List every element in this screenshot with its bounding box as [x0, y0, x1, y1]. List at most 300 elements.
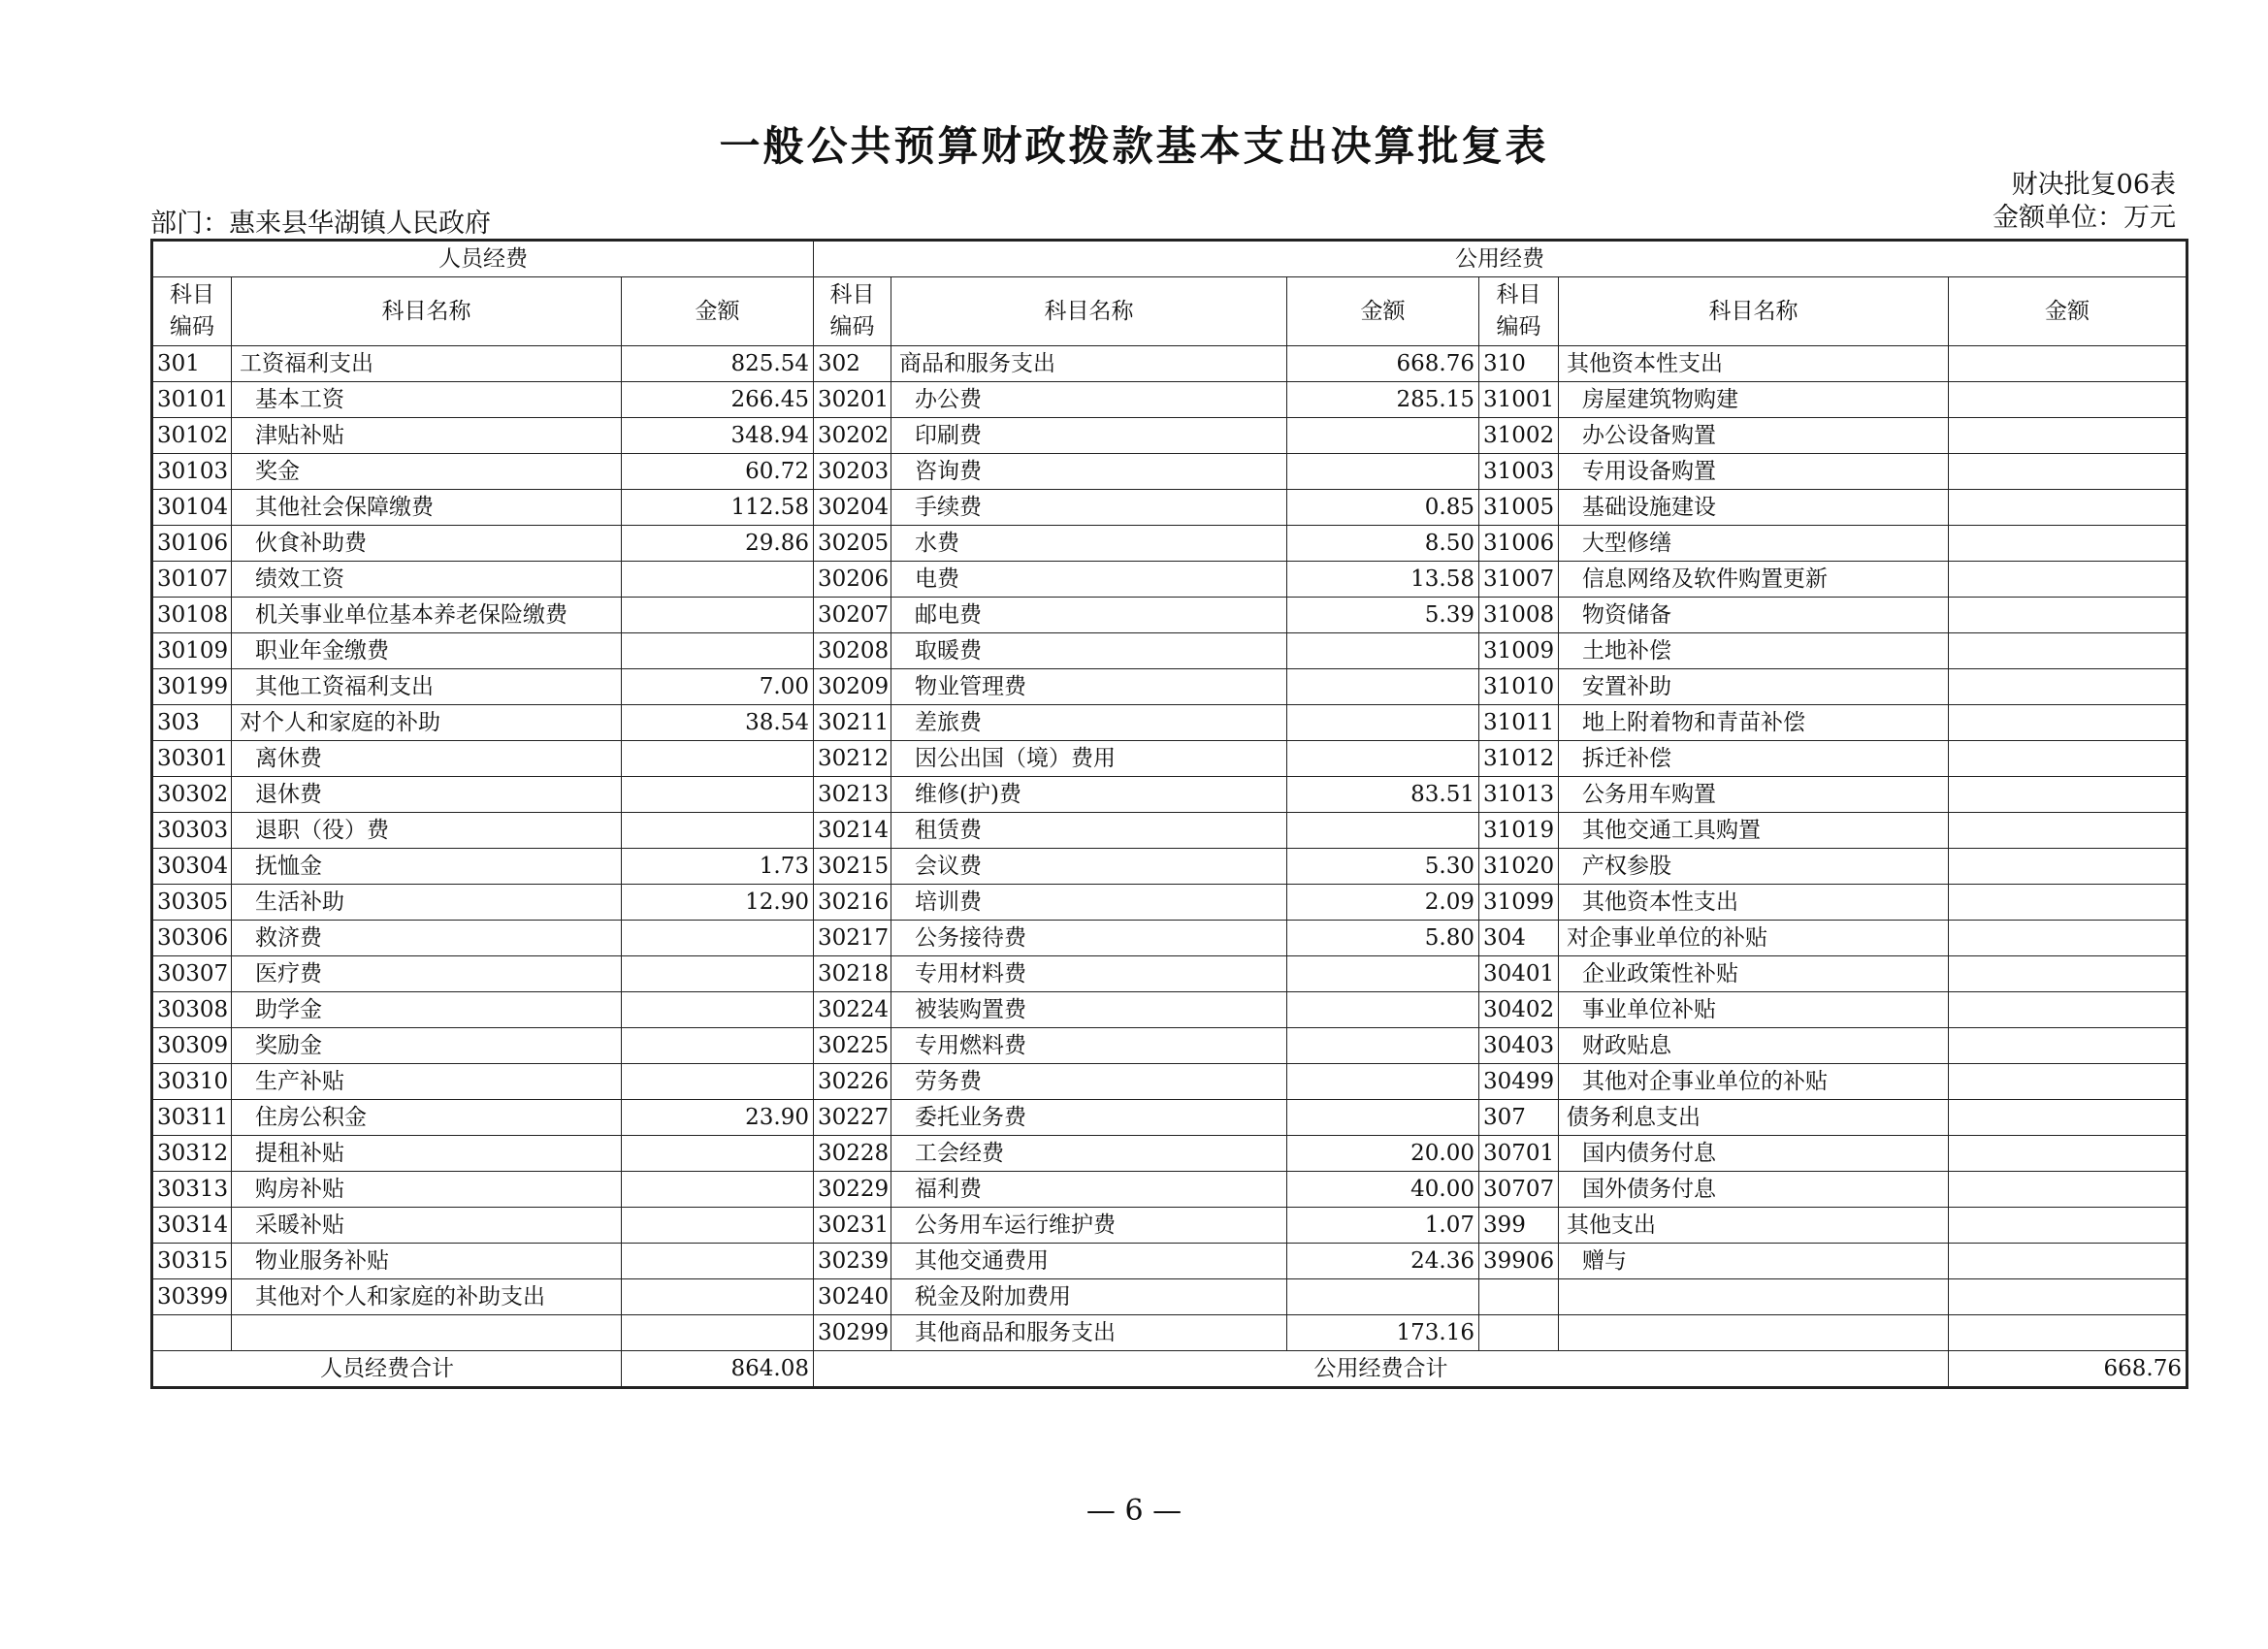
- header-columns-row: [152, 277, 2187, 346]
- subject-name-cell: 电费: [891, 562, 1287, 598]
- totals-row: [152, 1351, 2187, 1388]
- table-row: [152, 1279, 2187, 1315]
- subject-code-cell: 30302: [152, 777, 232, 813]
- subject-name-cell: 拆迁补偿: [1559, 741, 1949, 777]
- table-row: [152, 526, 2187, 562]
- subject-code-cell: [1479, 1279, 1559, 1315]
- subject-code-cell: 30214: [814, 813, 891, 849]
- subject-name-cell: 专用燃料费: [891, 1028, 1287, 1064]
- subject-code-cell: 30215: [814, 849, 891, 885]
- subject-code-cell: 30311: [152, 1100, 232, 1136]
- subject-name-cell: 伙食补助费: [232, 526, 622, 562]
- amount-cell: [622, 1028, 814, 1064]
- subject-code-cell: [152, 1315, 232, 1351]
- subject-code-cell: 30228: [814, 1136, 891, 1172]
- amount-column-header: 金额: [1287, 277, 1479, 346]
- subject-code-cell: 30401: [1479, 956, 1559, 992]
- subject-name-cell: 救济费: [232, 921, 622, 956]
- code-header-line: 编码: [829, 314, 875, 340]
- subject-code-cell: 30313: [152, 1172, 232, 1208]
- amount-cell: [622, 813, 814, 849]
- subject-code-cell: 30305: [152, 885, 232, 921]
- amount-cell: [1949, 382, 2187, 418]
- subject-name-cell: 大型修缮: [1559, 526, 1949, 562]
- subject-code-cell: 30208: [814, 633, 891, 669]
- subject-name-cell: 公务用车运行维护费: [891, 1208, 1287, 1244]
- subject-code-cell: 31013: [1479, 777, 1559, 813]
- subject-code-cell: 31007: [1479, 562, 1559, 598]
- subject-code-cell: 30240: [814, 1279, 891, 1315]
- amount-cell: [1949, 813, 2187, 849]
- subject-code-cell: 30312: [152, 1136, 232, 1172]
- table-row: [152, 382, 2187, 418]
- form-code: 财决批复06表: [2011, 170, 2176, 200]
- amount-cell: [622, 1172, 814, 1208]
- amount-cell: [1287, 741, 1479, 777]
- amount-cell: [622, 741, 814, 777]
- subject-code-cell: 30106: [152, 526, 232, 562]
- personnel-total-label: 人员经费合计: [152, 1351, 622, 1388]
- subject-code-cell: 30403: [1479, 1028, 1559, 1064]
- table-row: [152, 1136, 2187, 1172]
- table-row: [152, 921, 2187, 956]
- subject-code-cell: 30104: [152, 490, 232, 526]
- subject-name-cell: 奖励金: [232, 1028, 622, 1064]
- amount-cell: [1287, 1100, 1479, 1136]
- amount-cell: 38.54: [622, 705, 814, 741]
- amount-cell: 285.15: [1287, 382, 1479, 418]
- amount-cell: [1949, 1028, 2187, 1064]
- amount-cell: 8.50: [1287, 526, 1479, 562]
- subject-name-cell: 会议费: [891, 849, 1287, 885]
- subject-name-cell: 退职（役）费: [232, 813, 622, 849]
- subject-name-cell: 债务利息支出: [1559, 1100, 1949, 1136]
- subject-code-cell: 31010: [1479, 669, 1559, 705]
- subject-name-cell: 租赁费: [891, 813, 1287, 849]
- subject-name-cell: 福利费: [891, 1172, 1287, 1208]
- table-row: [152, 633, 2187, 669]
- amount-cell: [1287, 633, 1479, 669]
- table-row: [152, 1208, 2187, 1244]
- subject-name-cell: 其他资本性支出: [1559, 885, 1949, 921]
- code-header-line: 编码: [170, 314, 214, 340]
- subject-name-cell: 医疗费: [232, 956, 622, 992]
- subject-name-cell: 安置补助: [1559, 669, 1949, 705]
- subject-name-cell: 基础设施建设: [1559, 490, 1949, 526]
- subject-name-cell: 劳务费: [891, 1064, 1287, 1100]
- table-row: [152, 777, 2187, 813]
- table-row: [152, 454, 2187, 490]
- subject-code-cell: 30314: [152, 1208, 232, 1244]
- subject-name-cell: 房屋建筑物购建: [1559, 382, 1949, 418]
- subject-code-cell: 30227: [814, 1100, 891, 1136]
- table-row: [152, 956, 2187, 992]
- amount-cell: [1949, 1279, 2187, 1315]
- subject-name-cell: 其他工资福利支出: [232, 669, 622, 705]
- subject-name-cell: 其他支出: [1559, 1208, 1949, 1244]
- subject-name-cell: 信息网络及软件购置更新: [1559, 562, 1949, 598]
- subject-code-cell: 31001: [1479, 382, 1559, 418]
- amount-cell: 5.30: [1287, 849, 1479, 885]
- subject-code-cell: 30207: [814, 598, 891, 633]
- amount-cell: [1949, 885, 2187, 921]
- personnel-total-amount: 864.08: [622, 1351, 814, 1388]
- subject-code-cell: 30309: [152, 1028, 232, 1064]
- amount-cell: [1287, 992, 1479, 1028]
- subject-name-cell: 其他社会保障缴费: [232, 490, 622, 526]
- subject-name-cell: 绩效工资: [232, 562, 622, 598]
- subject-code-cell: 304: [1479, 921, 1559, 956]
- amount-column-header: 金额: [622, 277, 814, 346]
- amount-cell: [1949, 1172, 2187, 1208]
- subject-name-cell: 物业服务补贴: [232, 1244, 622, 1279]
- subject-name-cell: 基本工资: [232, 382, 622, 418]
- amount-unit: 金额单位：万元: [1993, 203, 2176, 233]
- subject-name-cell: 邮电费: [891, 598, 1287, 633]
- subject-code-cell: 30303: [152, 813, 232, 849]
- amount-cell: [1287, 669, 1479, 705]
- amount-cell: [622, 1136, 814, 1172]
- subject-name-cell: 津贴补贴: [232, 418, 622, 454]
- subject-name-cell: 国内债务付息: [1559, 1136, 1949, 1172]
- amount-cell: [1949, 598, 2187, 633]
- subject-name-cell: 商品和服务支出: [891, 346, 1287, 382]
- amount-cell: [1949, 1064, 2187, 1100]
- page-title: 一般公共预算财政拨款基本支出决算批复表: [719, 122, 1549, 170]
- subject-code-cell: [1479, 1315, 1559, 1351]
- subject-code-cell: 30203: [814, 454, 891, 490]
- name-column-header: 科目名称: [891, 277, 1287, 346]
- amount-cell: [1949, 992, 2187, 1028]
- code-header-line: 科目: [829, 282, 875, 307]
- subject-code-cell: 31002: [1479, 418, 1559, 454]
- subject-name-cell: 生活补助: [232, 885, 622, 921]
- subject-name-cell: 生产补贴: [232, 1064, 622, 1100]
- subject-code-cell: 301: [152, 346, 232, 382]
- subject-name-cell: [1559, 1279, 1949, 1315]
- table-row: [152, 669, 2187, 705]
- subject-name-cell: 退休费: [232, 777, 622, 813]
- amount-cell: 825.54: [622, 346, 814, 382]
- subject-code-cell: 39906: [1479, 1244, 1559, 1279]
- amount-cell: [1287, 1028, 1479, 1064]
- subject-code-cell: 30102: [152, 418, 232, 454]
- code-header-line: 科目: [170, 282, 214, 307]
- table-row: [152, 1172, 2187, 1208]
- amount-cell: [622, 1279, 814, 1315]
- amount-cell: [622, 956, 814, 992]
- amount-cell: [1949, 454, 2187, 490]
- amount-cell: [622, 1244, 814, 1279]
- subject-code-cell: 30499: [1479, 1064, 1559, 1100]
- amount-cell: 29.86: [622, 526, 814, 562]
- subject-code-cell: 30103: [152, 454, 232, 490]
- subject-code-cell: 30205: [814, 526, 891, 562]
- subject-code-cell: 30107: [152, 562, 232, 598]
- subject-code-cell: 310: [1479, 346, 1559, 382]
- amount-cell: [622, 1315, 814, 1351]
- subject-code-cell: 30399: [152, 1279, 232, 1315]
- subject-code-cell: 307: [1479, 1100, 1559, 1136]
- amount-cell: [1949, 418, 2187, 454]
- amount-cell: [1949, 921, 2187, 956]
- subject-name-cell: 维修(护)费: [891, 777, 1287, 813]
- subject-name-cell: 物资储备: [1559, 598, 1949, 633]
- amount-column-header: 金额: [1949, 277, 2187, 346]
- amount-cell: 40.00: [1287, 1172, 1479, 1208]
- public-total-amount: 668.76: [1949, 1351, 2187, 1388]
- amount-cell: 5.80: [1287, 921, 1479, 956]
- subject-code-cell: 30402: [1479, 992, 1559, 1028]
- amount-cell: [1949, 741, 2187, 777]
- amount-cell: 1.73: [622, 849, 814, 885]
- subject-name-cell: 差旅费: [891, 705, 1287, 741]
- public-total-label: 公用经费合计: [814, 1351, 1949, 1388]
- amount-cell: 60.72: [622, 454, 814, 490]
- subject-code-cell: 30216: [814, 885, 891, 921]
- amount-cell: [1949, 956, 2187, 992]
- subject-name-cell: 公务接待费: [891, 921, 1287, 956]
- name-column-header: 科目名称: [232, 277, 622, 346]
- amount-cell: [1287, 1279, 1479, 1315]
- amount-cell: [1949, 633, 2187, 669]
- subject-code-cell: 31006: [1479, 526, 1559, 562]
- amount-cell: 20.00: [1287, 1136, 1479, 1172]
- subject-code-cell: 30213: [814, 777, 891, 813]
- amount-cell: [622, 1064, 814, 1100]
- amount-cell: [1949, 1100, 2187, 1136]
- subject-name-cell: [232, 1315, 622, 1351]
- subject-name-cell: 机关事业单位基本养老保险缴费: [232, 598, 622, 633]
- subject-code-cell: 30308: [152, 992, 232, 1028]
- amount-cell: [1949, 1244, 2187, 1279]
- subject-code-cell: 31009: [1479, 633, 1559, 669]
- table-row: [152, 741, 2187, 777]
- subject-name-cell: 对个人和家庭的补助: [232, 705, 622, 741]
- subject-name-cell: 水费: [891, 526, 1287, 562]
- subject-name-cell: 其他商品和服务支出: [891, 1315, 1287, 1351]
- subject-name-cell: 物业管理费: [891, 669, 1287, 705]
- subject-name-cell: 办公设备购置: [1559, 418, 1949, 454]
- personnel-header: 人员经费: [152, 241, 814, 277]
- subject-code-cell: 31099: [1479, 885, 1559, 921]
- amount-cell: [622, 1208, 814, 1244]
- subject-code-cell: 30701: [1479, 1136, 1559, 1172]
- amount-cell: [1287, 418, 1479, 454]
- amount-cell: [1287, 813, 1479, 849]
- subject-code-cell: 30212: [814, 741, 891, 777]
- subject-name-cell: 手续费: [891, 490, 1287, 526]
- subject-code-cell: 30229: [814, 1172, 891, 1208]
- subject-code-cell: 30101: [152, 382, 232, 418]
- subject-code-cell: 30224: [814, 992, 891, 1028]
- subject-name-cell: 购房补贴: [232, 1172, 622, 1208]
- table-row: [152, 1244, 2187, 1279]
- subject-name-cell: 其他资本性支出: [1559, 346, 1949, 382]
- table-row: [152, 346, 2187, 382]
- table-row: [152, 992, 2187, 1028]
- subject-name-cell: 地上附着物和青苗补偿: [1559, 705, 1949, 741]
- subject-name-cell: 住房公积金: [232, 1100, 622, 1136]
- amount-cell: [1949, 346, 2187, 382]
- subject-name-cell: 职业年金缴费: [232, 633, 622, 669]
- amount-cell: [1949, 669, 2187, 705]
- amount-cell: 7.00: [622, 669, 814, 705]
- amount-cell: [1287, 454, 1479, 490]
- amount-cell: [1949, 526, 2187, 562]
- amount-cell: 23.90: [622, 1100, 814, 1136]
- table-row: [152, 1028, 2187, 1064]
- subject-code-cell: 30304: [152, 849, 232, 885]
- subject-name-cell: 企业政策性补贴: [1559, 956, 1949, 992]
- subject-name-cell: 印刷费: [891, 418, 1287, 454]
- header-group-row: [152, 241, 2187, 277]
- page-number: — 6 —: [1085, 1494, 1183, 1528]
- table-row: [152, 598, 2187, 633]
- amount-cell: [622, 598, 814, 633]
- amount-cell: [1287, 1064, 1479, 1100]
- subject-name-cell: 财政贴息: [1559, 1028, 1949, 1064]
- subject-name-cell: 公务用车购置: [1559, 777, 1949, 813]
- subject-code-cell: 30199: [152, 669, 232, 705]
- public-header: 公用经费: [814, 241, 2187, 277]
- subject-code-cell: 30211: [814, 705, 891, 741]
- subject-code-cell: 31005: [1479, 490, 1559, 526]
- amount-cell: 13.58: [1287, 562, 1479, 598]
- subject-code-cell: 30307: [152, 956, 232, 992]
- subject-code-cell: 31011: [1479, 705, 1559, 741]
- subject-code-cell: 30209: [814, 669, 891, 705]
- amount-cell: [1949, 705, 2187, 741]
- amount-cell: 668.76: [1287, 346, 1479, 382]
- table-row: [152, 1100, 2187, 1136]
- code-header-line: 编码: [1496, 314, 1541, 340]
- amount-cell: 348.94: [622, 418, 814, 454]
- subject-code-cell: 30201: [814, 382, 891, 418]
- subject-code-cell: 303: [152, 705, 232, 741]
- amount-cell: 173.16: [1287, 1315, 1479, 1351]
- subject-name-cell: 专用设备购置: [1559, 454, 1949, 490]
- subject-code-cell: 30206: [814, 562, 891, 598]
- subject-name-cell: 其他对个人和家庭的补助支出: [232, 1279, 622, 1315]
- subject-name-cell: 抚恤金: [232, 849, 622, 885]
- amount-cell: 1.07: [1287, 1208, 1479, 1244]
- subject-name-cell: 培训费: [891, 885, 1287, 921]
- subject-name-cell: 咨询费: [891, 454, 1287, 490]
- subject-code-cell: 30202: [814, 418, 891, 454]
- subject-name-cell: 工会经费: [891, 1136, 1287, 1172]
- subject-name-cell: 专用材料费: [891, 956, 1287, 992]
- subject-code-cell: 30204: [814, 490, 891, 526]
- table-row: [152, 705, 2187, 741]
- amount-cell: [1287, 956, 1479, 992]
- subject-name-cell: 产权参股: [1559, 849, 1949, 885]
- department-label: 部门：惠来县华湖镇人民政府: [150, 209, 491, 239]
- subject-name-cell: 其他交通工具购置: [1559, 813, 1949, 849]
- subject-code-cell: 302: [814, 346, 891, 382]
- table-row: [152, 562, 2187, 598]
- subject-code-cell: 31008: [1479, 598, 1559, 633]
- subject-name-cell: 土地补偿: [1559, 633, 1949, 669]
- subject-name-cell: 取暖费: [891, 633, 1287, 669]
- amount-cell: [1949, 849, 2187, 885]
- subject-code-cell: 30231: [814, 1208, 891, 1244]
- table-row: [152, 490, 2187, 526]
- amount-cell: [622, 921, 814, 956]
- amount-cell: [1949, 1315, 2187, 1351]
- subject-code-cell: 30306: [152, 921, 232, 956]
- table-row: [152, 1064, 2187, 1100]
- subject-name-cell: 事业单位补贴: [1559, 992, 1949, 1028]
- subject-name-cell: 因公出国（境）费用: [891, 741, 1287, 777]
- amount-cell: [1949, 1208, 2187, 1244]
- subject-name-cell: 提租补贴: [232, 1136, 622, 1172]
- amount-cell: [622, 562, 814, 598]
- subject-code-cell: 31020: [1479, 849, 1559, 885]
- table-row: [152, 813, 2187, 849]
- subject-name-cell: 工资福利支出: [232, 346, 622, 382]
- subject-code-cell: 31012: [1479, 741, 1559, 777]
- amount-cell: [1949, 1136, 2187, 1172]
- subject-name-cell: 对企事业单位的补贴: [1559, 921, 1949, 956]
- subject-code-cell: 30299: [814, 1315, 891, 1351]
- amount-cell: [622, 992, 814, 1028]
- amount-cell: 266.45: [622, 382, 814, 418]
- subject-name-cell: 国外债务付息: [1559, 1172, 1949, 1208]
- table-row: [152, 885, 2187, 921]
- subject-code-cell: 31003: [1479, 454, 1559, 490]
- amount-cell: [622, 777, 814, 813]
- subject-code-cell: 30226: [814, 1064, 891, 1100]
- subject-code-cell: 30707: [1479, 1172, 1559, 1208]
- amount-cell: 112.58: [622, 490, 814, 526]
- subject-code-cell: 30315: [152, 1244, 232, 1279]
- subject-code-cell: 30108: [152, 598, 232, 633]
- amount-cell: 5.39: [1287, 598, 1479, 633]
- subject-code-cell: 30301: [152, 741, 232, 777]
- table-row: [152, 418, 2187, 454]
- amount-cell: 2.09: [1287, 885, 1479, 921]
- table-row: [152, 849, 2187, 885]
- amount-cell: [622, 633, 814, 669]
- subject-name-cell: 其他交通费用: [891, 1244, 1287, 1279]
- subject-code-cell: 30217: [814, 921, 891, 956]
- subject-name-cell: 税金及附加费用: [891, 1279, 1287, 1315]
- amount-cell: 12.90: [622, 885, 814, 921]
- subject-name-cell: 离休费: [232, 741, 622, 777]
- amount-cell: 83.51: [1287, 777, 1479, 813]
- code-column-header: [814, 277, 891, 346]
- subject-name-cell: 助学金: [232, 992, 622, 1028]
- amount-cell: [1949, 777, 2187, 813]
- subject-code-cell: 31019: [1479, 813, 1559, 849]
- code-column-header: [1479, 277, 1559, 346]
- subject-name-cell: 赠与: [1559, 1244, 1949, 1279]
- subject-name-cell: [1559, 1315, 1949, 1351]
- amount-cell: [1949, 562, 2187, 598]
- amount-cell: 0.85: [1287, 490, 1479, 526]
- amount-cell: 24.36: [1287, 1244, 1479, 1279]
- amount-cell: [1287, 705, 1479, 741]
- table-row: [152, 1315, 2187, 1351]
- subject-code-cell: 30218: [814, 956, 891, 992]
- subject-code-cell: 30225: [814, 1028, 891, 1064]
- subject-code-cell: 30109: [152, 633, 232, 669]
- code-header-line: 科目: [1496, 282, 1541, 307]
- subject-name-cell: 办公费: [891, 382, 1287, 418]
- code-column-header: [152, 277, 232, 346]
- subject-code-cell: 30310: [152, 1064, 232, 1100]
